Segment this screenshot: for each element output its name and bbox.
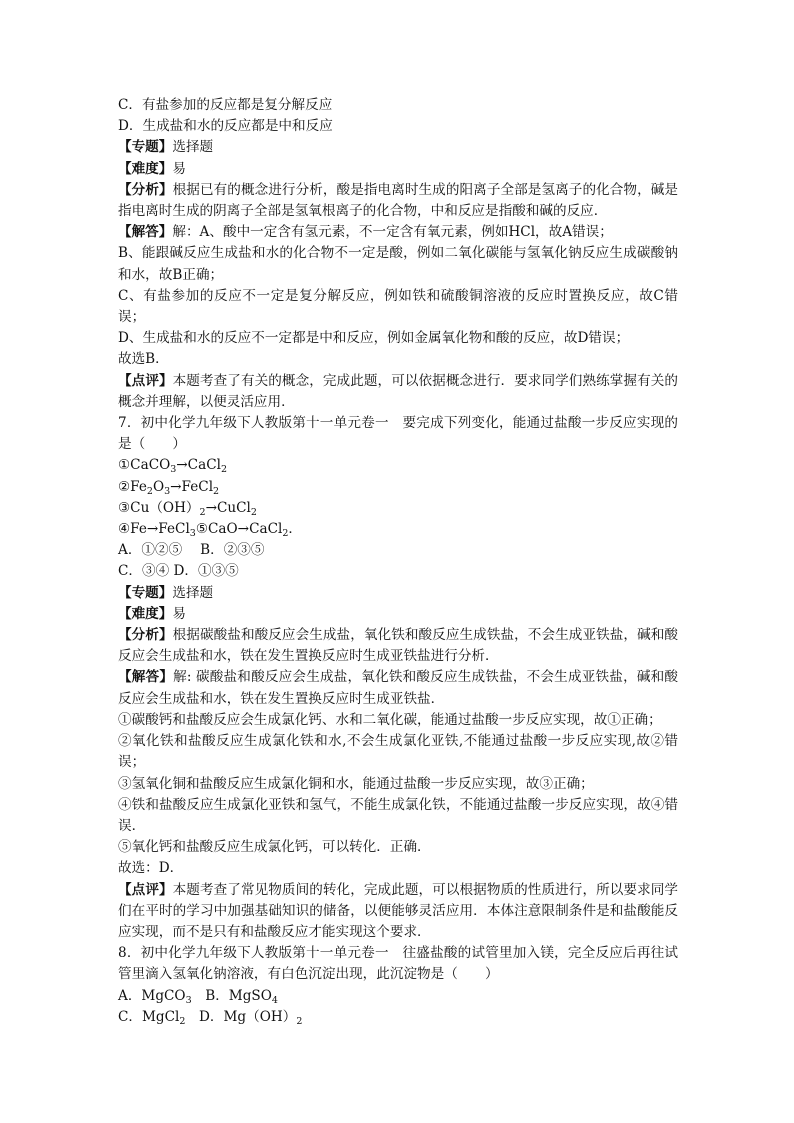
topic-value: 选择题 bbox=[172, 139, 214, 156]
comment-tag: 【点评】 bbox=[118, 881, 173, 898]
option-text: C．MgCl bbox=[118, 1008, 180, 1025]
answer-text: 解：A、酸中一定含有氢元素，不一定含有氧元素，例如HCl，故A错误； bbox=[172, 224, 613, 241]
q7-item-2 bbox=[118, 477, 678, 498]
subscript: 3 bbox=[170, 464, 177, 476]
q7-answer-4: ④铁和盐酸反应生成氯化亚铁和氢气，不能生成氯化铁，不能通过盐酸一步反应实现，故④错误． bbox=[118, 796, 678, 834]
formula-text: →FeCl bbox=[170, 478, 214, 495]
formula-text: ⑤CaO→CaCl bbox=[195, 521, 283, 538]
q6-answer-c: C、有盐参加的反应不一定是复分解反应，例如铁和硫酸铜溶液的反应时置换反应，故C错误； bbox=[118, 287, 678, 326]
comment-text: 本题考查了常见物质间的转化，完成此题，可以根据物质的性质进行，所以要求同学们在平时的学习中加强基础知识的储备，以便能够灵活应用．本体注意限制条件是和盐酸能反应实现，而不是只有和盐酸反应才能实现这个要求． bbox=[118, 881, 678, 940]
topic-value: 选择题 bbox=[172, 584, 214, 601]
analysis-text: 根据碳酸盐和酸反应会生成盐，氧化铁和酸反应生成铁盐，不会生成亚铁盐，碱和酸反应会生成盐和水，铁在发生置换反应时生成亚铁盐进行分析． bbox=[118, 627, 678, 665]
q8-stem: 8．初中化学九年级下人教版第十一单元卷一 往盛盐酸的试管里加入镁，完全反应后再往试管里滴入氢氧化钠溶液，有白色沉淀出现，此沉淀物是（ ） bbox=[118, 945, 678, 983]
option-text: D．Mg（OH） bbox=[185, 1008, 297, 1025]
q6-comment bbox=[118, 371, 678, 413]
formula-text: ②Fe bbox=[118, 478, 147, 495]
q7-answer-2: ②氧化铁和盐酸反应生成氯化铁和水,不会生成氯化亚铁,不能通过盐酸一步反应实现,故②错误； bbox=[118, 733, 678, 771]
subscript: 2 bbox=[179, 1015, 186, 1027]
q7-options-cd: C．③④ D．①③⑤ bbox=[118, 563, 239, 580]
q8-options-ab bbox=[118, 986, 678, 1007]
q7-item-4-5 bbox=[118, 519, 678, 540]
formula-text: ③Cu（OH） bbox=[118, 499, 200, 516]
difficulty-value: 易 bbox=[172, 605, 186, 622]
q7-analysis bbox=[118, 625, 678, 667]
formula-text: ①CaCO bbox=[118, 457, 171, 474]
q6-analysis bbox=[118, 180, 678, 222]
analysis-text: 根据已有的概念进行分析，酸是指电离时生成的阳离子全部是氢离子的化合物，碱是指电离时生成的阴离子全部是氢氧根离子的化合物，中和反应是指酸和碱的反应． bbox=[118, 181, 678, 220]
topic-tag: 【专题】 bbox=[118, 139, 173, 156]
q6-difficulty bbox=[118, 159, 678, 180]
q6-option-d: D．生成盐和水的反应都是中和反应 bbox=[118, 118, 333, 135]
q7-options-ab: A．①②⑤ B．②③⑤ bbox=[118, 542, 265, 559]
q6-answer-b: B、能跟碱反应生成盐和水的化合物不一定是酸，例如二氧化碳能与氢氧化钠反应生成碳酸钠和水，故B正确； bbox=[118, 245, 678, 283]
q7-conclusion: 故选：D． bbox=[118, 860, 184, 877]
topic-tag: 【专题】 bbox=[118, 584, 173, 601]
subscript: 2 bbox=[199, 506, 206, 518]
option-text: A．MgCO bbox=[118, 987, 186, 1004]
q6-option-c: C．有盐参加的反应都是复分解反应 bbox=[118, 97, 333, 113]
q7-topic bbox=[118, 583, 678, 604]
comment-tag: 【点评】 bbox=[118, 372, 173, 389]
subscript: 2 bbox=[250, 506, 257, 518]
q7-item-1 bbox=[118, 455, 678, 476]
answer-text: 解: 碳酸盐和酸反应会生成盐，氧化铁和酸反应生成铁盐，不会生成亚铁盐，碱和酸反应会生成盐和水，铁在发生置换反应时生成亚铁盐． bbox=[118, 669, 678, 707]
difficulty-value: 易 bbox=[172, 160, 186, 177]
subscript: 2 bbox=[296, 1015, 303, 1027]
q7-item-3 bbox=[118, 498, 678, 519]
formula-text: →CaCl bbox=[176, 457, 221, 474]
q7-answer-1: ①碳酸钙和盐酸反应会生成氯化钙、水和二氧化碳，能通过盐酸一步反应实现，故①正确； bbox=[118, 711, 662, 728]
q8-options-cd bbox=[118, 1007, 678, 1028]
q7-difficulty bbox=[118, 604, 678, 625]
option-text: B．MgSO bbox=[191, 987, 272, 1004]
q7-stem: 7．初中化学九年级下人教版第十一单元卷一 要完成下列变化，能通过盐酸一步反应实现的是（ ） bbox=[118, 415, 678, 453]
subscript: 2 bbox=[282, 528, 289, 540]
subscript: 2 bbox=[146, 485, 153, 497]
formula-text: O bbox=[152, 478, 165, 495]
subscript: 3 bbox=[164, 485, 171, 497]
q7-answer-3: ③氢氧化铜和盐酸反应生成氯化铜和水，能通过盐酸一步反应实现，故③正确； bbox=[118, 775, 594, 792]
document-body bbox=[118, 95, 678, 1028]
q6-answer-a bbox=[118, 222, 678, 243]
formula-text: ④Fe→FeCl bbox=[118, 521, 190, 538]
q6-answer-d: D、生成盐和水的反应不一定都是中和反应，例如金属氧化物和酸的反应，故D错误； bbox=[118, 330, 630, 347]
analysis-tag: 【分析】 bbox=[118, 627, 173, 644]
answer-tag: 【解答】 bbox=[118, 224, 173, 241]
q7-comment bbox=[118, 880, 678, 944]
analysis-tag: 【分析】 bbox=[118, 181, 173, 198]
subscript: 3 bbox=[185, 994, 192, 1006]
q6-conclusion: 故选B． bbox=[118, 351, 169, 368]
subscript: 3 bbox=[189, 528, 196, 540]
comment-text: 本题考查了有关的概念，完成此题，可以依据概念进行．要求同学们熟练掌握有关的概念并理解，以便灵活应用． bbox=[118, 372, 678, 410]
q7-answer-5: ⑤氧化钙和盐酸反应生成氯化钙，可以转化．正确． bbox=[118, 839, 431, 856]
q6-topic bbox=[118, 137, 678, 158]
answer-tag: 【解答】 bbox=[118, 669, 174, 686]
subscript: 4 bbox=[271, 994, 278, 1006]
formula-text: →CuCl bbox=[205, 499, 251, 516]
difficulty-tag: 【难度】 bbox=[118, 160, 173, 177]
formula-text: ． bbox=[288, 521, 302, 538]
q7-answer-intro bbox=[118, 667, 678, 709]
difficulty-tag: 【难度】 bbox=[118, 605, 173, 622]
subscript: 2 bbox=[213, 485, 220, 497]
subscript: 2 bbox=[220, 464, 227, 476]
